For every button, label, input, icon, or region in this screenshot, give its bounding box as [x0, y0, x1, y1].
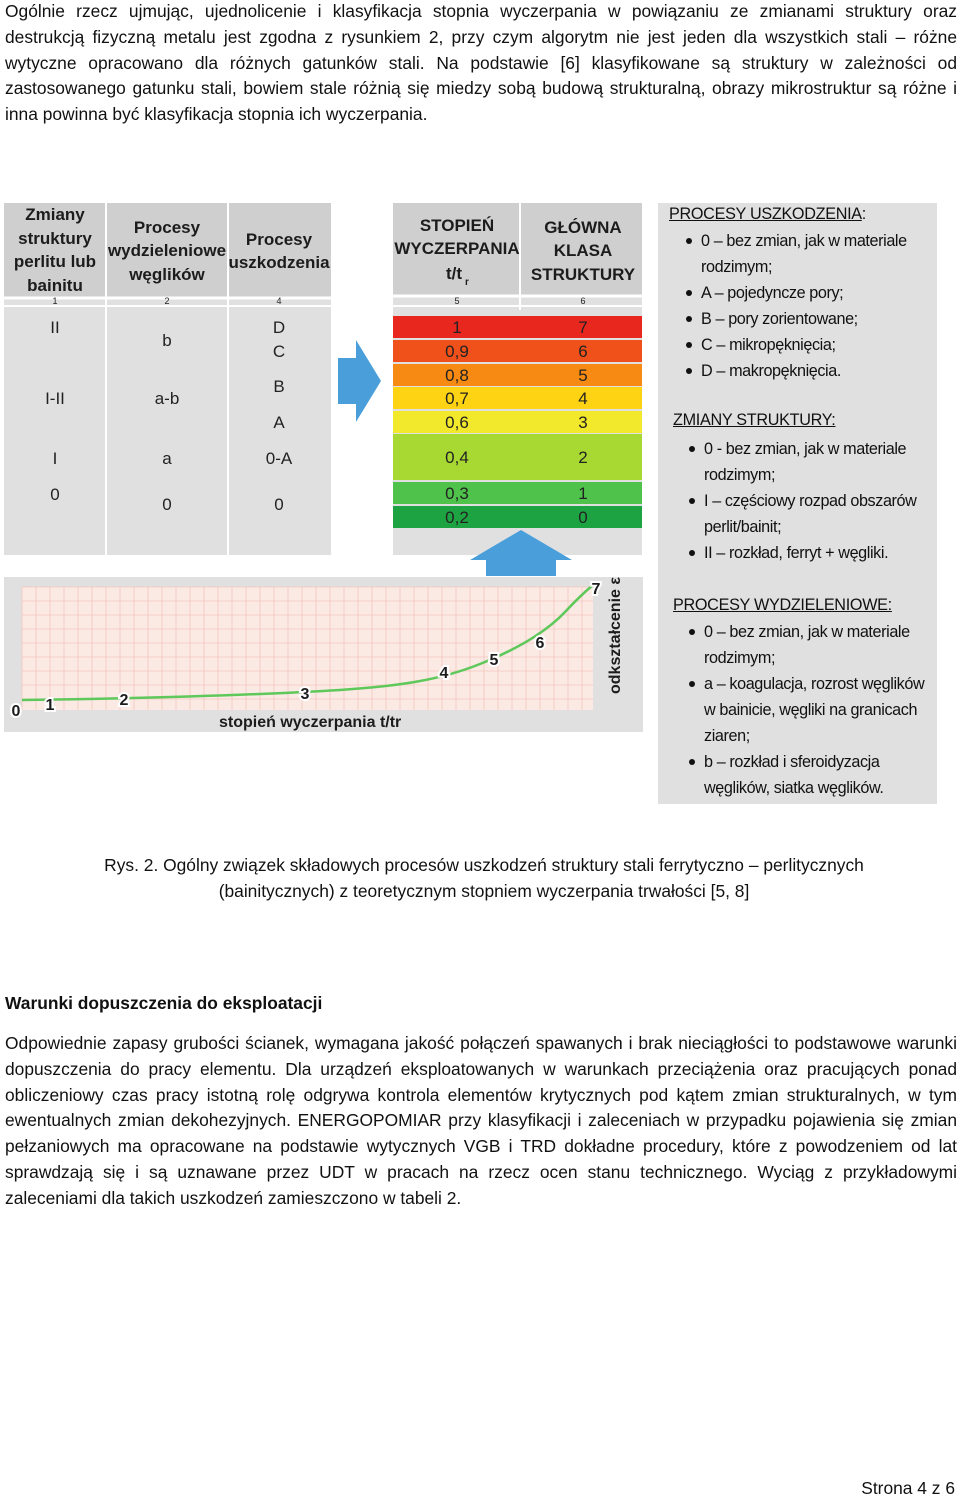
left-h3-l1: Procesy — [245, 230, 313, 249]
damage-item: 0 – bez zmian, jak w materiale rodzimym; — [658, 228, 928, 280]
col3-c: C — [272, 342, 286, 361]
degree-row-degree: 0,8 — [445, 366, 469, 385]
structure-item: II – rozkład, ferryt + węgliki. — [661, 540, 931, 566]
figure-caption — [34, 852, 934, 904]
page-footer: Strona 4 z 6 — [861, 1478, 955, 1498]
intro-paragraph: Ogólnie rzecz ujmując, ujednolicenie i klasyfikacja stopnia wyczerpania w powiązaniu ze zmianami struktury oraz destrukcją fizyczną metalu jest zgodna z rysunkiem 2, przy czym algorytm nie jest jeden dla wszystkich stali – różne wytyczne opracowano dla różnych gatunków stali. Na podstawie [6] klasyfikowane są struktury w zależności od zastosowanego gatunku stali, bowiem stale różnią się miedzy sobą budową strukturalną, obrazy mikrostruktur są różne i inna powinna być klasyfikacja stopnia ich wyczerpania. — [5, 1, 957, 125]
col3-b: B — [273, 377, 285, 396]
precipitation-item: 0 – bez zmian, jak w materiale rodzimym; — [661, 619, 931, 671]
degree-h-l2: WYCZERPANIA — [394, 239, 520, 258]
left-h1-num: 1 — [52, 296, 58, 306]
precipitation-item: a – koagulacja, rozrost węglików w bainicie, węgliki na granicach ziaren; — [661, 671, 931, 749]
col3-d: D — [272, 318, 286, 337]
degree-row-band — [393, 387, 642, 409]
body-paragraph: Odpowiednie zapasy grubości ścianek, wymagana jakość połączeń spawanych i brak nieciągłości to podstawowe warunki dopuszczenia do pracy elementu. Dla urządzeń eksploatowanych w warunkach przeciążenia oraz pracujących ponad obliczeniowy czas pracy istotną rolę odgrywa kontrola elementów krytycznych pod kątem zmian strukturalnych, w tym ewentualnych zmian dekohezyjnych. ENERGOPOMIAR przy klasyfikacji i zaleceniach w przypadku pojawienia się zmian pełzaniowych ma opracowane na podstawie wytycznych VGB i TRD dokładne procedury, które z powodzeniem od lat sprawdzają się i są uznawane przez UDT w pracach na rzecz ocen stanu technicznego. Wyciąg z przykładowymi zaleceniami dla takich uszkodzeń zamieszczono w tabeli 2. — [5, 1033, 957, 1208]
section-title: Warunki dopuszczenia do eksploatacji — [5, 993, 323, 1013]
degree-row-class: 4 — [578, 389, 588, 408]
left-h2-l3: węglików — [129, 265, 205, 284]
left-h2-l1: Procesy — [133, 218, 201, 237]
degree-h-l3: t/t — [445, 264, 463, 283]
damage-item: D – makropęknięcia. — [658, 358, 928, 384]
degree-row-band — [393, 340, 642, 362]
degree-row-degree: 0,4 — [445, 448, 469, 467]
degree-row-class: 0 — [578, 508, 588, 527]
col2-0: 0 — [162, 495, 172, 514]
arrow-right-icon — [338, 340, 381, 422]
degree-row-degree: 0,2 — [445, 508, 469, 527]
structure-item: 0 - bez zmian, jak w materiale rodzimym; — [661, 436, 931, 488]
degree-row-class: 7 — [578, 318, 588, 337]
col2-a-b: a-b — [154, 389, 180, 408]
class-num: 6 — [580, 296, 586, 306]
degree-row-band — [393, 316, 642, 338]
precipitation-item: b – rozkład i sferoidyzacja węglików, siatka węglików. — [661, 749, 931, 801]
col3-0-a: 0-A — [265, 449, 293, 468]
degree-row-band — [393, 364, 642, 386]
structure-title: ZMIANY STRUKTURY: — [673, 411, 836, 429]
left-h3-l2: uszkodzenia — [228, 253, 330, 272]
degree-row-band — [393, 411, 642, 433]
curve-point-label: 5 — [489, 652, 499, 669]
degree-row-degree: 0,9 — [445, 342, 469, 361]
degree-row-class: 5 — [578, 366, 588, 385]
col1-i-ii: I-II — [45, 389, 65, 408]
col2-b: b — [162, 331, 172, 350]
left-h2-l2: wydzieleniowe — [107, 241, 227, 260]
col1-ii: II — [50, 318, 60, 337]
col3-a: A — [273, 413, 285, 432]
curve-point-label: 3 — [300, 686, 310, 703]
structure-list — [661, 436, 931, 566]
degree-row-degree: 0,6 — [445, 413, 469, 432]
class-h-l1: GŁÓWNA — [544, 218, 622, 237]
curve-xlabel: stopień wyczerpania t/tr — [219, 714, 402, 731]
col1-0: 0 — [50, 485, 60, 504]
degree-row-class: 2 — [578, 448, 588, 467]
structure-table — [4, 203, 331, 555]
curve-point-label: 4 — [439, 665, 449, 682]
curve-point-label: 1 — [45, 697, 55, 714]
degree-row-degree: 0,7 — [445, 389, 469, 408]
class-h-l3: STRUKTURY — [530, 265, 636, 284]
col1-i: I — [52, 449, 58, 468]
degree-row-class: 6 — [578, 342, 588, 361]
damage-item: A – pojedyncze pory; — [658, 280, 928, 306]
degree-h-l1: STOPIEŃ — [419, 216, 495, 235]
degree-num: 5 — [454, 296, 460, 306]
curve-point-label: 0 — [11, 703, 21, 720]
creep-curve — [4, 577, 643, 732]
left-h1-l2: struktury — [18, 229, 92, 248]
degree-h-sub: r — [465, 277, 469, 288]
curve-ylabel: odkształcenie ε — [607, 577, 624, 694]
col2-a: a — [162, 449, 172, 468]
left-h1-l3: perlitu lub — [13, 252, 97, 271]
col3-0: 0 — [274, 495, 284, 514]
left-h3-num: 4 — [276, 296, 282, 306]
curve-point-label: 6 — [535, 635, 545, 652]
degree-row-class: 3 — [578, 413, 588, 432]
class-h-l2: KLASA — [553, 241, 613, 260]
degree-row-band — [393, 482, 642, 504]
structure-item: I – częściowy rozpad obszarów perlit/bainit; — [661, 488, 931, 540]
degree-row-band — [393, 434, 642, 480]
caption-line-1: Rys. 2. Ogólny związek składowych procesów uszkodzeń struktury stali ferrytyczno – perlitycznych — [104, 855, 864, 875]
damage-list — [658, 228, 928, 384]
legend-box — [658, 203, 937, 804]
degree-row-class: 1 — [578, 484, 588, 503]
left-h1-l1: Zmiany — [25, 205, 85, 224]
degree-row-degree: 1 — [452, 318, 462, 337]
damage-title: PROCESY USZKODZENIA: — [669, 205, 866, 223]
degree-row-degree: 0,3 — [445, 484, 469, 503]
curve-point-label: 7 — [591, 581, 601, 598]
left-h1-l4: bainitu — [27, 276, 83, 295]
precipitation-title: PROCESY WYDZIELENIOWE: — [673, 596, 892, 614]
left-h2-num: 2 — [164, 296, 170, 306]
curve-point-label: 2 — [119, 692, 129, 709]
degree-row-band — [393, 506, 642, 528]
damage-item: B – pory zorientowane; — [658, 306, 928, 332]
caption-line-2: (bainitycznych) z teoretycznym stopniem wyczerpania trwałości [5, 8] — [218, 881, 750, 901]
damage-item: C – mikropęknięcia; — [658, 332, 928, 358]
precipitation-list — [661, 619, 931, 801]
degree-table — [393, 203, 642, 555]
